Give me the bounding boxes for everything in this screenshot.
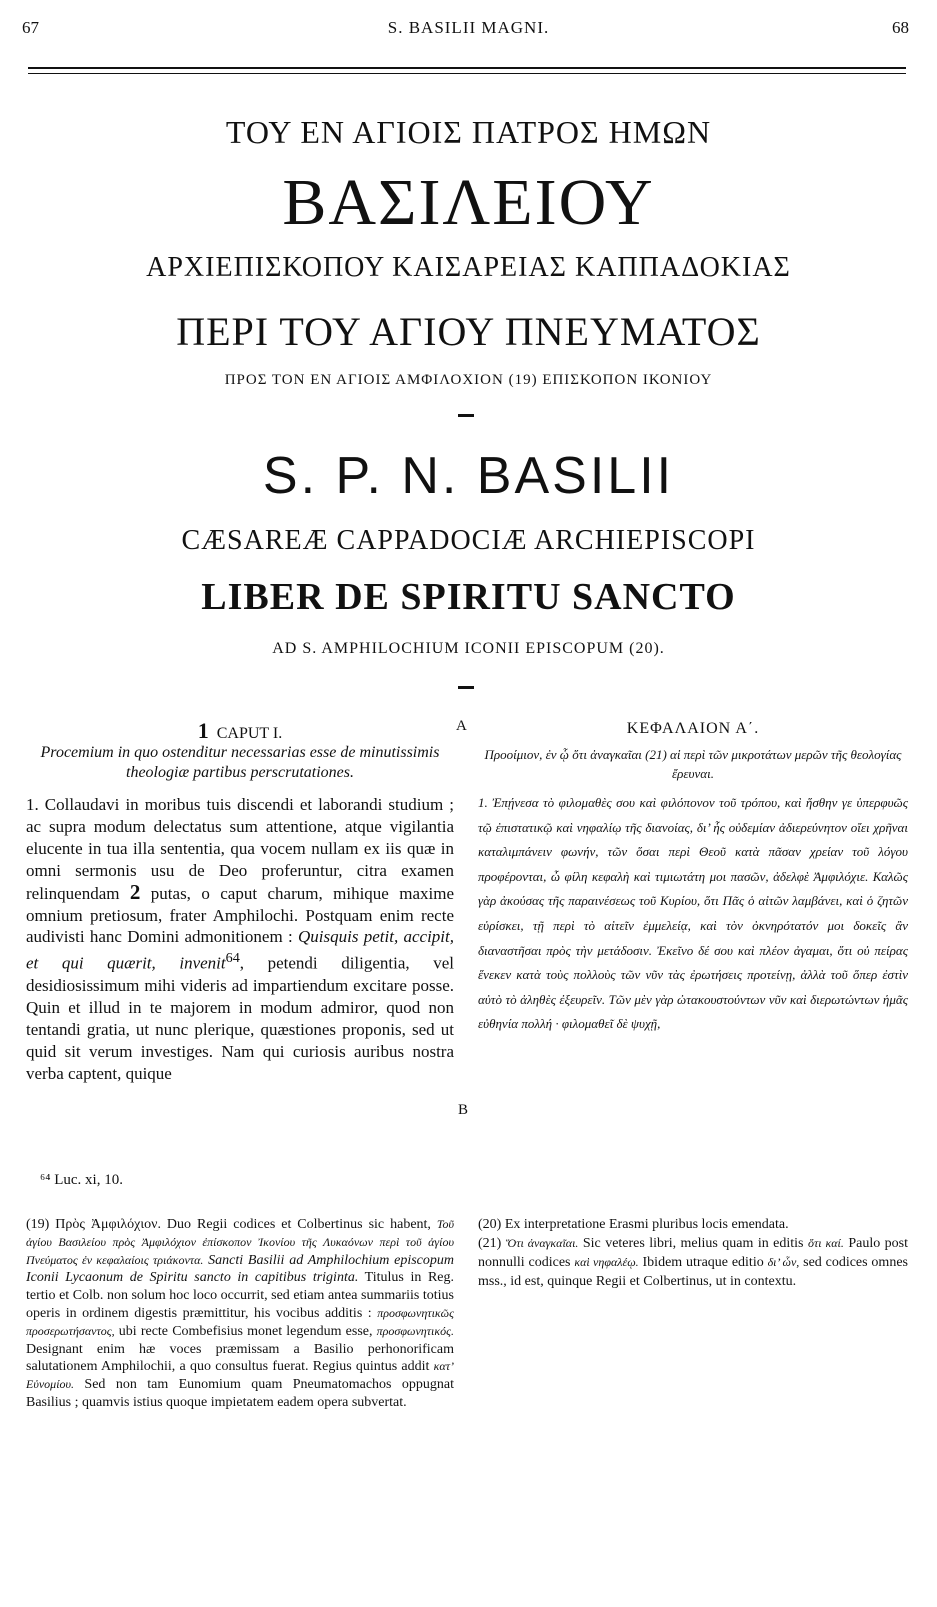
greek-author-name: ΒΑΣΙΛΕΙΟΥ <box>282 166 655 239</box>
header-rule-thick <box>28 67 906 69</box>
latin-work-title: LIBER DE SPIRITU SANCTO <box>201 576 736 618</box>
footnote-greek: Ὅτι ἀναγκαῖαι. <box>505 1236 579 1251</box>
title-separator <box>458 686 474 689</box>
latin-dedication: AD S. AMPHILOCHIUM ICONII EPISCOPUM (20). <box>272 640 665 657</box>
column-mark: 2 <box>129 879 141 904</box>
page-number-left: 67 <box>22 18 39 37</box>
latin-body-text <box>26 794 454 1084</box>
footnote-text: Sic veteres libri, melius quam in editis <box>578 1236 808 1252</box>
footnote-text: Sed non tam Eunomium quam Pneumatomachos oppugnat Basilius ; quamvis istius quoque impietatem eadem opera subvertat. <box>26 1377 454 1410</box>
header-rule-thin <box>28 73 906 74</box>
body-text-part: , petendi diligentia, vel desidiosissimum mihi videris ad impartiendum excitare posse. Quin et illud in te majorem in modum admiror, quod non tentandi gratia, ut nunc plerique, quæstiones proponis, sed ut quid sit verum investiges. Nam qui curiosis auribus nostra verba captent, quique <box>26 954 455 1083</box>
latin-chapter-summary: Procemium in quo ostenditur necessarias esse de minutissimis theologiæ partibus perscrutationes. <box>40 744 440 781</box>
running-title: S. BASILII MAGNI. <box>387 18 550 37</box>
footnote-text: (21) <box>478 1236 506 1252</box>
kephalaion-heading: ΚΕΦΑΛΑΙΟΝ Α΄. <box>626 720 760 737</box>
footnote-greek: Τοῦ ἁγίου Βασιλείου πρὸς Ἀμφιλόχιον ἐπίσκοπον Ἰκονίου τῆς Λυκαόνων περὶ τοῦ ἁγίου Πνεύματος ἐν κεφαλαίοις τριάκοντα. <box>26 1217 454 1267</box>
footnote-text: Paulo post nonnulli codices <box>478 1236 909 1271</box>
greek-work-title: ΠΕΡΙ ΤΟΥ ΑΓΙΟΥ ΠΝΕΥΜΑΤΟΣ <box>176 309 761 354</box>
margin-mark-a: A <box>456 718 467 734</box>
footnote-text: ubi recte Combefisius monet legendum esse, <box>114 1323 377 1339</box>
body-text-part: putas, o caput charum, mihique maxime omnium pretiosum, frater Amphilochi. Postquam enim recte audivisti hanc Domini admonitionem : <box>26 883 455 947</box>
scripture-footnote: ⁶⁴ Luc. xi, 10. <box>40 1172 123 1188</box>
latin-author-name: S. P. N. BASILII <box>262 447 675 505</box>
greek-body-text: 1. Ἐπῄνεσα τὸ φιλομαθὲς σου καὶ φιλόπονον τοῦ τρόπου, καὶ ἥσθην γε ὑπερφυῶς τῷ ἐπιστατικῷ καὶ νηφαλίῳ τῆς διανοίας, δι’ ἧς οὐδεμίαν ἀδιερεύνητον οἴει χρῆναι καταλιμπάνειν φωνήν, τῶν ὅσαι περὶ Θεοῦ κατὰ πᾶσαν χρείαν τοῦ λόγου προφέρονται, ὦ φίλη κεφαλὴ καὶ τιμιωτάτη μοι πασῶν, ἀδελφὲ Ἀμφιλόχιε. Καλῶς γὰρ ἀκούσας τῆς παραινέσεως τοῦ Κυρίου, ὅτι Πᾶς ὁ αἰτῶν λαμβάνει, καὶ ὁ ζητῶν εὑρίσκει, τῇ περὶ τὸ αἰτεῖν ἐμμελείᾳ, καὶ τὸν ὀκνηρότατόν μοι δοκεῖς ἂν διαναστῆσαι πρὸς τὴν μετάδοσιν. Ἐκεῖνο δέ σου καὶ πλέον ἀγαμαι, ὅτι οὐ πείρας ἕνεκεν κατὰ τοὺς πολλοὺς τῶν νῦν τὰς ἐρωτήσεις προτείνῃ, ἀλλὰ τοῦ ὅπερ ἐστὶν αὐτὸ τὸ ἀληθὲς ἐξευρεῖν. Τῶν μὲν γὰρ ὠτακουστούντων νῦν καὶ διερωτώντων ἡμᾶς εὐθηνία πολλή · φιλομαθεῖ δὲ ψυχῇ, <box>478 795 908 1032</box>
greek-title-line3: ΑΡΧΙΕΠΙΣΚΟΠΟΥ ΚΑΙΣΑΡΕΙΑΣ ΚΑΠΠΑΔΟΚΙΑΣ <box>146 252 791 283</box>
greek-chapter-summary: Προοίμιον, ἐν ᾧ ὅτι ἀναγκαῖαι (21) αἱ περὶ τῶν μικροτάτων μερῶν τῆς θεολογίας ἔρευναι. <box>484 747 902 781</box>
footnote-21 <box>478 1234 908 1291</box>
footnote-20: (20) Ex interpretatione Erasmi pluribus locis emendata. <box>478 1217 789 1232</box>
running-header <box>0 18 937 42</box>
footnote-greek: κατ’ Εὐνομίου. <box>26 1359 454 1392</box>
footnote-greek: προσφωνητικός. <box>376 1323 454 1338</box>
footnotes-right <box>478 1216 908 1291</box>
footnote-greek: προσφωνητικῶς προσερωτήσαντος, <box>26 1305 454 1338</box>
footnote-greek: ὅτι καί. <box>807 1236 844 1251</box>
footnote-text: sed codices omnes mss., id est, quinque Regii et Colbertinus, ut in contextu. <box>478 1255 908 1289</box>
latin-title-line2: CÆSAREÆ CAPPADOCIÆ ARCHIEPISCOPI <box>181 525 756 556</box>
footnote-text: Designant enim hæ voces præmissam a Basilio perhonorificam salutationem Amphilochii, a quo consultus fuerat. Regius quintus addit <box>26 1341 454 1375</box>
scripture-quote: Quisquis petit, accipit, et qui quærit, invenit <box>26 927 454 973</box>
caput-heading <box>30 718 450 744</box>
footnote-text: (19) Πρὸς Ἀμφιλόχιον. Duo Regii codices et Colbertinus sic habent, <box>26 1217 437 1232</box>
caput-label: CAPUT I. <box>216 725 283 742</box>
footnote-greek: καὶ νηφαλέῳ. <box>574 1255 639 1270</box>
footnote-19 <box>26 1216 454 1412</box>
body-text-part: 1. Collaudavi in moribus tuis discendi et laborandi studium ; ac supra modum delectatus sum attentione, atque vigilantia elucente in tua illa sententia, qua vocem nullam ex iis quæ in omni sermonis usu de Deo proferuntur, citra examen relinquendam <box>26 795 454 903</box>
margin-mark-b: B <box>458 1102 469 1118</box>
footnote-text: Titulus in Reg. tertio et Colb. non solum hoc loco occurrit, sed etiam antea summariis totius operis in ordinem digestis præmittitur, his vocibus additis : <box>26 1270 454 1321</box>
footnote-greek: δι’ ὧν, <box>767 1255 800 1270</box>
footnote-text: Ibidem utraque editio <box>638 1255 768 1271</box>
column-number: 1 <box>197 718 209 743</box>
page-number-right: 68 <box>892 18 909 37</box>
greek-title-line1: ΤΟΥ ΕΝ ΑΓΙΟΙΣ ΠΑΤΡΟΣ ΗΜΩΝ <box>225 114 712 150</box>
title-separator <box>458 414 474 417</box>
footnote-ref: 64 <box>225 950 240 967</box>
greek-dedication: ΠΡΟΣ ΤΟΝ ΕΝ ΑΓΙΟΙΣ ΑΜΦΙΛΟΧΙΟΝ (19) ΕΠΙΣΚΟΠΟΝ ΙΚΟΝΙΟΥ <box>224 372 713 388</box>
footnote-latin-title: Sancti Basilii ad Amphilochium episcopum Iconii Lycaonum de Spiritu sancto in capitibus triginta. <box>26 1252 454 1286</box>
